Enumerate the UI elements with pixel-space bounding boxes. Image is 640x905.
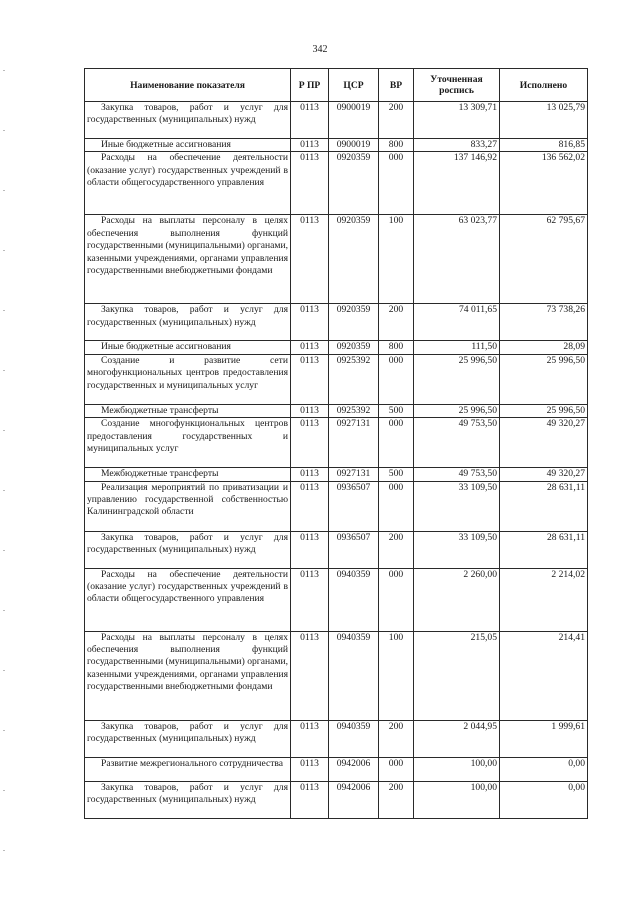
cell-csr: 0920359	[329, 304, 379, 341]
cell-vr: 200	[379, 781, 414, 818]
cell-rpr: 0113	[291, 481, 329, 531]
cell-rpr: 0113	[291, 568, 329, 631]
cell-rpr: 0113	[291, 531, 329, 568]
cell-rpr: 0113	[291, 720, 329, 757]
table-row	[85, 568, 588, 631]
cell-planned: 25 996,50	[414, 404, 500, 417]
cell-csr: 0940359	[329, 631, 379, 720]
cell-vr: 000	[379, 418, 414, 468]
cell-vr: 000	[379, 354, 414, 404]
cell-executed: 25 996,50	[500, 354, 588, 404]
cell-executed: 49 320,27	[500, 468, 588, 481]
cell-rpr: 0113	[291, 354, 329, 404]
table-row	[85, 418, 588, 468]
cell-name: Расходы на выплаты персоналу в целях обеспечения выполнения функций государственными (муниципальными) органами, казенными учреждениями, органами управления государственными внебюджетными фондами	[85, 215, 291, 304]
cell-planned: 13 309,71	[414, 102, 500, 139]
table-row	[85, 215, 588, 304]
cell-planned: 100,00	[414, 781, 500, 818]
cell-planned: 215,05	[414, 631, 500, 720]
cell-name: Межбюджетные трансферты	[85, 404, 291, 417]
cell-vr: 000	[379, 152, 414, 215]
cell-rpr: 0113	[291, 139, 329, 152]
cell-name: Расходы на обеспечение деятельности (оказание услуг) государственных учреждений в области общегосударственного управления	[85, 152, 291, 215]
cell-name: Расходы на обеспечение деятельности (оказание услуг) государственных учреждений в области общегосударственного управления	[85, 568, 291, 631]
cell-vr: 000	[379, 481, 414, 531]
cell-rpr: 0113	[291, 468, 329, 481]
table-header-row	[85, 69, 588, 102]
cell-rpr: 0113	[291, 781, 329, 818]
cell-rpr: 0113	[291, 304, 329, 341]
cell-vr: 000	[379, 757, 414, 781]
cell-csr: 0925392	[329, 404, 379, 417]
table-row	[85, 304, 588, 341]
cell-executed: 49 320,27	[500, 418, 588, 468]
cell-name: Создание и развитие сети многофункциональных центров предоставления государственных и муниципальных услуг	[85, 354, 291, 404]
cell-csr: 0927131	[329, 468, 379, 481]
cell-executed: 28,09	[500, 341, 588, 354]
cell-csr: 0920359	[329, 215, 379, 304]
cell-csr: 0927131	[329, 418, 379, 468]
cell-planned: 25 996,50	[414, 354, 500, 404]
cell-name: Закупка товаров, работ и услуг для государственных (муниципальных) нужд	[85, 720, 291, 757]
table-row	[85, 781, 588, 818]
budget-execution-table	[84, 68, 588, 819]
cell-planned: 33 109,50	[414, 531, 500, 568]
cell-name: Закупка товаров, работ и услуг для государственных (муниципальных) нужд	[85, 781, 291, 818]
cell-rpr: 0113	[291, 215, 329, 304]
table-row	[85, 152, 588, 215]
cell-planned: 49 753,50	[414, 418, 500, 468]
cell-vr: 000	[379, 568, 414, 631]
cell-csr: 0936507	[329, 481, 379, 531]
cell-planned: 111,50	[414, 341, 500, 354]
cell-executed: 28 631,11	[500, 531, 588, 568]
table-row	[85, 404, 588, 417]
cell-csr: 0936507	[329, 531, 379, 568]
table-row	[85, 341, 588, 354]
cell-name: Иные бюджетные ассигнования	[85, 139, 291, 152]
header-executed: Исполнено	[500, 69, 588, 102]
cell-executed: 214,41	[500, 631, 588, 720]
cell-executed: 28 631,11	[500, 481, 588, 531]
header-name: Наименование показателя	[85, 69, 291, 102]
table-row	[85, 631, 588, 720]
cell-executed: 73 738,26	[500, 304, 588, 341]
table-row	[85, 720, 588, 757]
table-row	[85, 481, 588, 531]
cell-csr: 0900019	[329, 102, 379, 139]
cell-planned: 100,00	[414, 757, 500, 781]
cell-csr: 0940359	[329, 720, 379, 757]
cell-csr: 0920359	[329, 152, 379, 215]
cell-planned: 49 753,50	[414, 468, 500, 481]
cell-name: Закупка товаров, работ и услуг для государственных (муниципальных) нужд	[85, 102, 291, 139]
header-rpr: Р ПР	[291, 69, 329, 102]
cell-rpr: 0113	[291, 404, 329, 417]
cell-name: Развитие межрегионального сотрудничества	[85, 757, 291, 781]
cell-executed: 1 999,61	[500, 720, 588, 757]
cell-planned: 833,27	[414, 139, 500, 152]
cell-planned: 2 260,00	[414, 568, 500, 631]
cell-rpr: 0113	[291, 152, 329, 215]
cell-planned: 137 146,92	[414, 152, 500, 215]
cell-vr: 200	[379, 102, 414, 139]
cell-name: Расходы на выплаты персоналу в целях обеспечения выполнения функций государственными (муниципальными) органами, казенными учреждениями, органами управления государственными внебюджетными фондами	[85, 631, 291, 720]
header-planned: Уточненная роспись	[414, 69, 500, 102]
cell-executed: 2 214,02	[500, 568, 588, 631]
table-row	[85, 139, 588, 152]
cell-name: Закупка товаров, работ и услуг для государственных (муниципальных) нужд	[85, 304, 291, 341]
cell-rpr: 0113	[291, 631, 329, 720]
cell-csr: 0942006	[329, 781, 379, 818]
cell-rpr: 0113	[291, 757, 329, 781]
table-row	[85, 354, 588, 404]
page-number: 342	[312, 44, 328, 55]
cell-csr: 0920359	[329, 341, 379, 354]
cell-csr: 0940359	[329, 568, 379, 631]
cell-executed: 13 025,79	[500, 102, 588, 139]
header-csr: ЦСР	[329, 69, 379, 102]
cell-vr: 500	[379, 404, 414, 417]
cell-executed: 62 795,67	[500, 215, 588, 304]
cell-name: Иные бюджетные ассигнования	[85, 341, 291, 354]
cell-planned: 33 109,50	[414, 481, 500, 531]
cell-rpr: 0113	[291, 102, 329, 139]
cell-executed: 0,00	[500, 757, 588, 781]
cell-vr: 800	[379, 341, 414, 354]
cell-vr: 800	[379, 139, 414, 152]
cell-executed: 136 562,02	[500, 152, 588, 215]
cell-planned: 74 011,65	[414, 304, 500, 341]
cell-csr: 0942006	[329, 757, 379, 781]
table-row	[85, 102, 588, 139]
table-row	[85, 757, 588, 781]
cell-name: Закупка товаров, работ и услуг для государственных (муниципальных) нужд	[85, 531, 291, 568]
table-row	[85, 468, 588, 481]
table-row	[85, 531, 588, 568]
cell-vr: 200	[379, 304, 414, 341]
cell-vr: 200	[379, 720, 414, 757]
cell-rpr: 0113	[291, 341, 329, 354]
cell-name: Реализация мероприятий по приватизации и управлению государственной собственностью Калининградской области	[85, 481, 291, 531]
cell-executed: 25 996,50	[500, 404, 588, 417]
cell-executed: 816,85	[500, 139, 588, 152]
cell-vr: 100	[379, 215, 414, 304]
cell-planned: 63 023,77	[414, 215, 500, 304]
cell-vr: 100	[379, 631, 414, 720]
cell-csr: 0925392	[329, 354, 379, 404]
cell-planned: 2 044,95	[414, 720, 500, 757]
cell-name: Создание многофункциональных центров предоставления государственных и муниципальных услуг	[85, 418, 291, 468]
cell-vr: 500	[379, 468, 414, 481]
cell-name: Межбюджетные трансферты	[85, 468, 291, 481]
cell-executed: 0,00	[500, 781, 588, 818]
cell-rpr: 0113	[291, 418, 329, 468]
scan-margin-marks	[3, 70, 5, 870]
cell-csr: 0900019	[329, 139, 379, 152]
cell-vr: 200	[379, 531, 414, 568]
header-vr: ВР	[379, 69, 414, 102]
